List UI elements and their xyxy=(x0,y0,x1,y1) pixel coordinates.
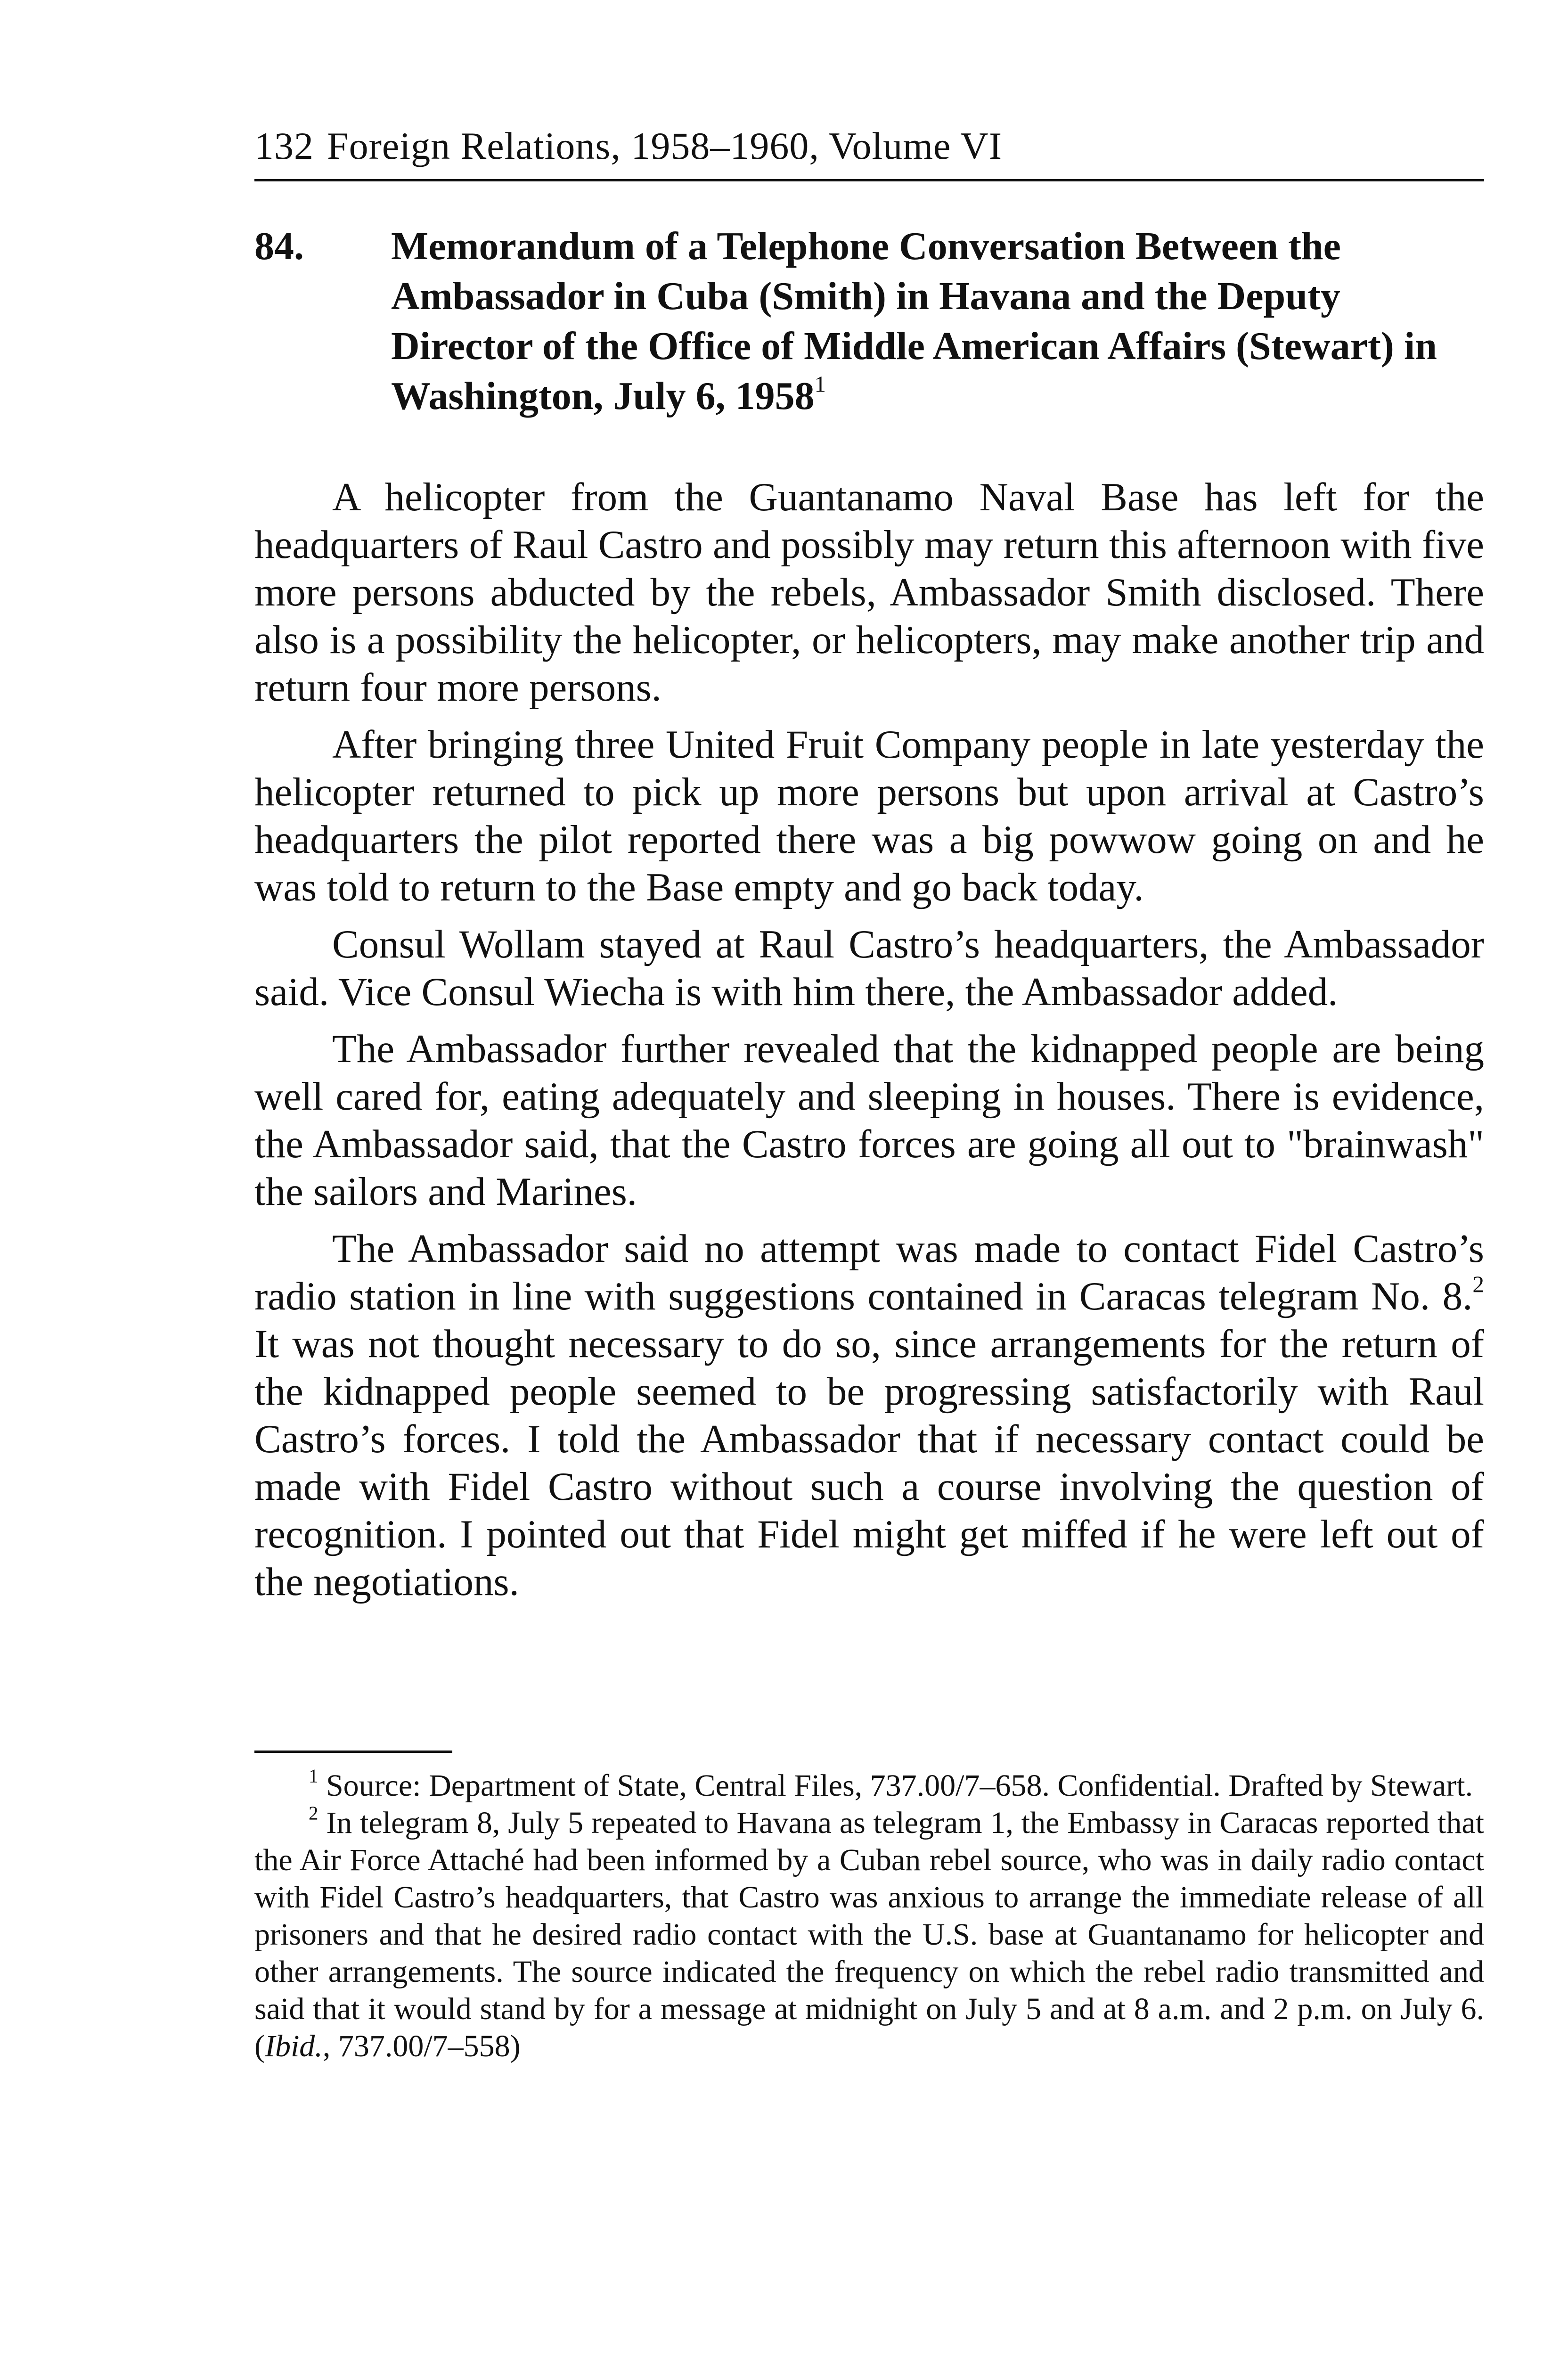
document-body xyxy=(254,474,1484,1615)
footnote-2 xyxy=(254,1804,1484,2065)
document-title-text: Memorandum of a Telephone Conversation Between the Ambassador in Cuba (Smith) in Havana and the Deputy Director of the Office of Middle American Affairs (Stewart) in Washington, July 6, 1958 xyxy=(391,224,1437,418)
footnote-1 xyxy=(254,1767,1484,1804)
body-paragraph-5-part-b: It was not thought necessary to do so, since arrangements for the return of the kidnapped people seemed to be progressing satisfactorily with Raul Castro’s forces. I told the Ambassador that if necessary contact could be made with Fidel Castro without such a course involving the question of recognition. I pointed out that Fidel might get miffed if he were left out of the negotiations. xyxy=(254,1322,1484,1604)
body-paragraph-2: After bringing three United Fruit Company people in late yesterday the helicopter returned to pick up more persons but upon arrival at Castro’s headquarters the pilot reported there was a big powwow going on and he was told to return to the Base empty and go back today. xyxy=(254,722,1484,909)
body-paragraph-3: Consul Wollam stayed at Raul Castro’s headquarters, the Ambassador said. Vice Consul Wiecha is with him there, the Ambassador added. xyxy=(254,922,1484,1014)
body-paragraph-5-part-a: The Ambassador said no attempt was made to contact Fidel Castro’s radio station in line with suggestions contained in Caracas telegram No. 8. xyxy=(254,1227,1484,1318)
footnote-ref-1: 1 xyxy=(814,371,826,397)
footnote-divider xyxy=(254,1751,452,1753)
running-header xyxy=(254,113,1484,181)
document-heading xyxy=(254,221,1484,421)
running-title: Foreign Relations, 1958–1960, Volume VI xyxy=(327,124,1002,167)
document-title xyxy=(391,221,1484,421)
footnotes xyxy=(254,1767,1484,2065)
footnote-2-text-a: In telegram 8, July 5 repeated to Havana as telegram 1, the Embassy in Caracas reported that the Air Force Attaché had been informed by a Cuban rebel source, who was in daily radio contact with Fidel Castro’s headquarters, that Castro was anxious to arrange the immediate release of all prisoners and that he desired radio contact with the U.S. base at Guantanamo for helicopter and other arrangements. The source indicated the frequency on which the rebel radio transmitted and said that it would stand by for a message at midnight on July 5 and at 8 a.m. and 2 p.m. on July 6. ( xyxy=(254,1806,1485,2063)
footnote-1-text: Source: Department of State, Central Files, 737.00/7–658. Confidential. Drafted by Stewart. xyxy=(326,1768,1473,1803)
footnote-2-ibid: Ibid. xyxy=(264,2029,323,2063)
page-number: 132 xyxy=(254,124,314,167)
footnote-ref-2: 2 xyxy=(1472,1271,1484,1298)
footnote-1-marker: 1 xyxy=(309,1765,318,1787)
body-paragraph-1: A helicopter from the Guantanamo Naval Base has left for the headquarters of Raul Castro and possibly may return this afternoon with five more persons abducted by the rebels, Ambassador Smith disclosed. There also is a possibility the helicopter, or helicopters, may make another trip and return four more persons. xyxy=(254,475,1484,710)
footnote-2-text-b: , 737.00/7–558) xyxy=(322,2029,521,2063)
footnote-2-marker: 2 xyxy=(309,1802,318,1824)
body-paragraph-5 xyxy=(254,1225,1484,1606)
body-paragraph-4: The Ambassador further revealed that the kidnapped people are being well cared for, eating adequately and sleeping in houses. There is evidence, the Ambassador said, that the Castro forces are going all out to "brainwash" the sailors and Marines. xyxy=(254,1027,1484,1214)
document-number: 84. xyxy=(254,224,304,268)
